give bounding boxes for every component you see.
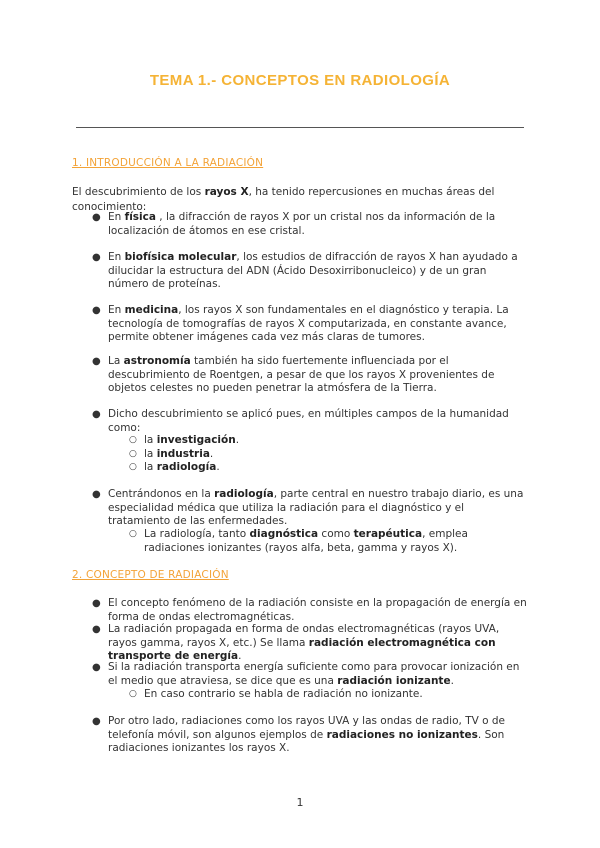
list-item-concepto: El concepto fenómeno de la radiación consiste en la propagación de energía en forma de ondas electromagnéticas. xyxy=(108,597,527,623)
bullet-icon: ● xyxy=(92,356,101,367)
bold-term: biofísica molecular xyxy=(124,251,237,263)
circle-bullet-icon: ○ xyxy=(129,449,137,459)
page-number: 1 xyxy=(296,796,304,809)
bold-term: radiación ionizante xyxy=(337,674,451,687)
bullet-icon: ● xyxy=(92,598,101,609)
bullet-icon: ● xyxy=(92,409,101,420)
bold-term: diagnóstica xyxy=(249,528,319,540)
bold-term: terapéutica xyxy=(353,528,423,540)
sublist-item-tipos-radiologia: La radiología, tanto diagnóstica como terapéutica, emplea radiaciones ionizantes (rayos alfa, beta, gamma y rayos X). xyxy=(144,528,468,554)
bullet-icon: ● xyxy=(92,305,101,316)
bold-term: rayos X xyxy=(204,186,249,198)
intro-paragraph: El descubrimiento de los rayos X, ha tenido repercusiones en muchas áreas del conocimiento: xyxy=(72,186,495,213)
bullet-icon: ● xyxy=(92,489,101,500)
circle-bullet-icon: ○ xyxy=(129,529,137,539)
list-item-radiologia: Centrándonos en la radiología, parte central en nuestro trabajo diario, es una especialidad médica que utiliza la radiación para el diagnóstico y el tratamiento de las enfermedades. xyxy=(108,488,524,527)
bold-term: radiología xyxy=(156,461,217,473)
bullet-icon: ● xyxy=(92,662,101,673)
section-heading-concepto: 2. CONCEPTO DE RADIACIÓN xyxy=(72,569,229,581)
bullet-icon: ● xyxy=(92,716,101,727)
sublist-item-investigacion: la investigación. xyxy=(144,434,240,446)
bold-term: industria xyxy=(156,448,210,460)
list-item-campos: Dicho descubrimiento se aplicó pues, en múltiples campos de la humanidad como: xyxy=(108,408,509,434)
list-item-ionizante: Si la radiación transporta energía suficiente como para provocar ionización en el medio que atraviesa, se dice que es una radiación ionizante. xyxy=(108,661,520,687)
bold-term: radiología xyxy=(214,488,274,500)
circle-bullet-icon: ○ xyxy=(129,435,137,445)
bold-term: radiación electromagnética con transporte de energía xyxy=(108,636,496,662)
bullet-icon: ● xyxy=(92,212,101,223)
bold-term: astronomía xyxy=(123,355,191,367)
title-divider xyxy=(76,127,524,128)
circle-bullet-icon: ○ xyxy=(129,462,137,472)
list-item-biofisica: En biofísica molecular, los estudios de difracción de rayos X han ayudado a dilucidar la estructura del ADN (Ácido Desoxirribonucleico) y de un gran número de proteínas. xyxy=(108,251,518,290)
bold-term: investigación xyxy=(156,434,236,446)
sublist-item-industria: la industria. xyxy=(144,448,214,460)
bold-term: física xyxy=(124,211,156,223)
bullet-icon: ● xyxy=(92,252,101,263)
list-item-no-ionizantes: Por otro lado, radiaciones como los rayos UVA y las ondas de radio, TV o de telefonía móvil, son algunos ejemplos de radiaciones no ionizantes. Son radiaciones ionizantes los rayos X. xyxy=(108,715,506,754)
section-heading-introduccion: 1. INTRODUCCIÓN A LA RADIACIÓN xyxy=(72,157,264,169)
sublist-item-radiologia: la radiología. xyxy=(144,461,220,473)
bold-term: radiaciones no ionizantes xyxy=(326,728,478,741)
list-item-medicina: En medicina, los rayos X son fundamentales en el diagnóstico y terapia. La tecnología de tomografías de rayos X computarizada, en constante avance, permite obtener imágenes cada vez más claras de tumores. xyxy=(108,304,509,343)
bullet-icon: ● xyxy=(92,624,101,635)
document-title: TEMA 1.- CONCEPTOS EN RADIOLOGÍA xyxy=(149,72,451,89)
circle-bullet-icon: ○ xyxy=(129,689,137,699)
list-item-astronomia: La astronomía también ha sido fuertemente influenciada por el descubrimiento de Roentgen, a pesar de que los rayos X provenientes de objetos celestes no pueden penetrar la atmósfera de la Tierra. xyxy=(108,355,495,394)
sublist-item-no-ionizante: En caso contrario se habla de radiación no ionizante. xyxy=(144,688,423,700)
list-item-fisica: En física , la difracción de rayos X por un cristal nos da información de la localización de átomos en ese cristal. xyxy=(108,211,496,237)
bold-term: medicina xyxy=(124,304,179,316)
list-item-electromagnetica: La radiación propagada en forma de ondas electromagnéticas (rayos UVA, rayos gamma, rayos X, etc.) Se llama radiación electromagnética con transporte de energía. xyxy=(108,623,500,662)
